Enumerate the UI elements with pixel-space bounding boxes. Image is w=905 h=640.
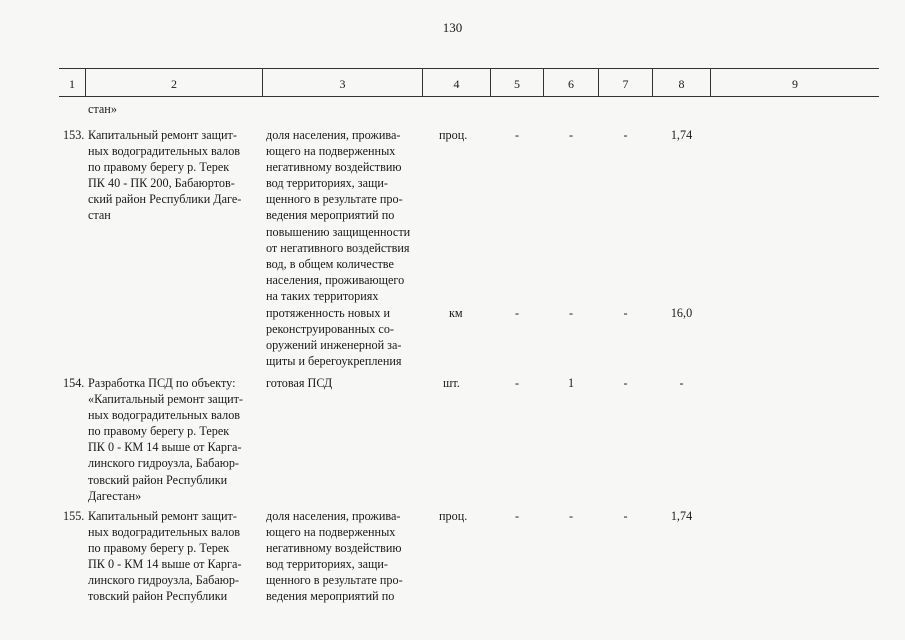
text-line: реконструированных со- bbox=[266, 322, 394, 337]
value-col-6: 1 bbox=[567, 376, 575, 390]
header-col-5: 5 bbox=[514, 77, 520, 91]
text-line: негативному воздействию bbox=[266, 160, 402, 175]
text-line: ПК 0 - КМ 14 выше от Карга- bbox=[88, 440, 242, 455]
text-line: по правому берегу р. Терек bbox=[88, 160, 230, 175]
text-line: щенного в результате про- bbox=[266, 573, 403, 588]
text-line: стан bbox=[88, 208, 111, 223]
text-line: Разработка ПСД по объекту: bbox=[88, 376, 236, 390]
header-col-8: 8 bbox=[678, 77, 685, 91]
text-line: товский район Республики bbox=[88, 472, 228, 487]
text-line: Капитальный ремонт защит- bbox=[88, 509, 237, 523]
text-line: протяженность новых и bbox=[266, 306, 390, 320]
text-line: негативному воздействию bbox=[266, 541, 402, 556]
text-line: Капитальный ремонт защит- bbox=[88, 128, 237, 142]
header-top-rule bbox=[59, 68, 879, 69]
text-line: стан» bbox=[88, 102, 117, 116]
unit: км bbox=[449, 306, 463, 320]
value-col-7: - bbox=[623, 376, 628, 390]
text-line: щиты и берегоукрепления bbox=[266, 354, 402, 369]
text-line: «Капитальный ремонт защит- bbox=[88, 392, 243, 407]
header-bottom-rule bbox=[59, 96, 879, 97]
value-col-6: - bbox=[568, 509, 574, 523]
indicator-text bbox=[266, 127, 419, 304]
text-line: на таких территориях bbox=[266, 288, 379, 303]
row-number: 153. bbox=[63, 128, 85, 142]
header-col-3: 3 bbox=[339, 77, 346, 91]
object-name bbox=[88, 127, 264, 224]
text-line: населения, проживающего bbox=[266, 272, 405, 287]
value-col-8: - bbox=[679, 376, 684, 390]
value-col-6: - bbox=[568, 128, 574, 142]
object-name bbox=[88, 375, 264, 504]
text-line: по правому берегу р. Терек bbox=[88, 541, 230, 556]
row-number: 155. bbox=[63, 509, 85, 523]
indicator-text bbox=[266, 305, 419, 369]
unit: проц. bbox=[439, 128, 468, 142]
text-line: линского гидроузла, Бабаюр- bbox=[88, 573, 239, 588]
value-col-8: 16,0 bbox=[670, 306, 693, 320]
indicator-text bbox=[266, 508, 419, 605]
text-line: ведения мероприятий по bbox=[266, 589, 395, 604]
value-col-7: - bbox=[623, 306, 628, 320]
text-line: ных водоградительных валов bbox=[88, 144, 241, 159]
header-col-2: 2 bbox=[171, 77, 177, 91]
header-col-4: 4 bbox=[453, 77, 460, 91]
value-col-5: - bbox=[514, 509, 520, 523]
text-line: доля населения, прожива- bbox=[266, 509, 401, 523]
value-col-5: - bbox=[514, 306, 520, 320]
text-line: ПК 40 - ПК 200, Бабаюртов- bbox=[88, 176, 235, 191]
value-col-8: 1,74 bbox=[670, 128, 693, 142]
text-line: линского гидроузла, Бабаюр- bbox=[88, 456, 239, 471]
text-line: доля населения, прожива- bbox=[266, 128, 401, 142]
text-line: вод территориях, защи- bbox=[266, 557, 388, 572]
page-number: 130 bbox=[442, 20, 463, 35]
value-col-7: - bbox=[623, 128, 628, 142]
row-number: 154. bbox=[63, 376, 85, 390]
text-line: ский район Республики Даге- bbox=[88, 192, 242, 207]
text-line: ющего на подверженных bbox=[266, 144, 396, 159]
header-col-7: 7 bbox=[622, 77, 629, 91]
object-name bbox=[88, 508, 264, 605]
text-line: товский район Республики bbox=[88, 589, 228, 604]
text-line: по правому берегу р. Терек bbox=[88, 424, 230, 439]
value-col-7: - bbox=[623, 509, 628, 523]
unit: проц. bbox=[439, 509, 468, 523]
text-line: готовая ПСД bbox=[266, 376, 333, 390]
value-col-8: 1,74 bbox=[670, 509, 693, 523]
continuation-text bbox=[88, 101, 117, 117]
text-line: ведения мероприятий по bbox=[266, 208, 395, 223]
text-line: вод территориях, защи- bbox=[266, 176, 388, 191]
indicator-text bbox=[266, 375, 332, 391]
value-col-5: - bbox=[514, 376, 520, 390]
text-line: щенного в результате про- bbox=[266, 192, 403, 207]
text-line: ющего на подверженных bbox=[266, 525, 396, 540]
text-line: оружений инженерной за- bbox=[266, 338, 402, 353]
header-col-9: 9 bbox=[792, 77, 798, 91]
text-line: вод, в общем количестве bbox=[266, 256, 394, 271]
value-col-5: - bbox=[514, 128, 520, 142]
text-line: ных водоградительных валов bbox=[88, 525, 241, 540]
text-line: ПК 0 - КМ 14 выше от Карга- bbox=[88, 557, 242, 572]
text-line: повышению защищенности bbox=[266, 224, 411, 239]
text-line: Дагестан» bbox=[88, 488, 142, 503]
text-line: от негативного воздействия bbox=[266, 240, 410, 255]
header-col-1: 1 bbox=[69, 77, 75, 91]
text-line: ных водоградительных валов bbox=[88, 408, 241, 423]
unit: шт. bbox=[443, 376, 460, 390]
header-col-6: 6 bbox=[568, 77, 574, 91]
value-col-6: - bbox=[568, 306, 574, 320]
